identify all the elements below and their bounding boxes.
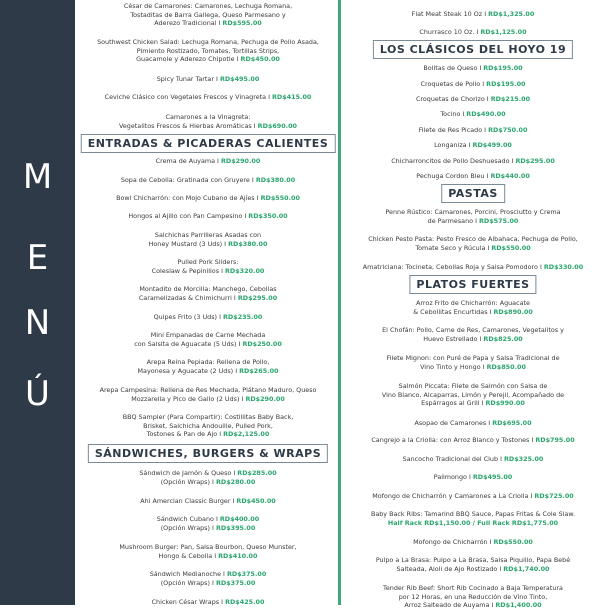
section-title-entradas: ENTRADAS & PICADERAS CALIENTES (81, 134, 336, 153)
menu-item (345, 382, 601, 408)
menu-item-text: Sancocho Tradicional del Club I RD$325.00 (402, 455, 544, 463)
menu-item (345, 10, 601, 19)
menu-item-text: Chicken Pesto Pasta: Pesto Fresco de Albahaca, Pechuga de Pollo, (368, 235, 578, 243)
menu-item-text: Flat Meat Steak 10 Oz I RD$1,325.00 (411, 10, 535, 18)
menu-item (345, 326, 601, 343)
menu-item (345, 80, 601, 89)
menu-item-text: Hongo & Cebolla I RD$410.00 (158, 551, 258, 560)
menu-item-price: RD$280.00 (215, 477, 256, 486)
menu-item-text: Bolitas de Queso I RD$195.00 (423, 64, 523, 72)
menu-item (345, 157, 601, 166)
menu-item-price: RD$400.00 (219, 515, 260, 523)
menu-item-text: Brisket, Salchicha Andouille, Pulled Pork, (143, 421, 273, 430)
menu-item-text: Pulled Pork Sliders: (177, 258, 239, 266)
menu-item-price: RD$375.00 (226, 570, 267, 578)
menu-item-text: Crema de Auyama I RD$290.00 (155, 157, 261, 165)
menu-item-price: RD$725.00 (534, 492, 574, 500)
menu-item-price: RD$850.00 (486, 362, 526, 371)
menu-item (345, 263, 601, 272)
menu-item-price: RD$235.00 (223, 313, 263, 321)
menu-item (345, 172, 601, 181)
menu-item (82, 157, 334, 166)
menu-item-price: RD$795.00 (535, 436, 575, 444)
menu-item-price: RD$495.00 (219, 75, 260, 83)
menu-item-price: RD$215.00 (490, 95, 531, 103)
menu-item-text: Coleslaw & Pepinillos I RD$320.00 (151, 266, 265, 275)
menu-item (345, 354, 601, 371)
menu-item-price: RD$415.00 (272, 93, 312, 101)
menu-item-text: Sopa de Cebolla: Gratinada con Gruyere I RD$380.00 (120, 176, 296, 184)
menu-item-price: RD$295.00 (515, 157, 555, 165)
menu-item-text: Mini Empanadas de Carne Mechada (150, 331, 266, 339)
menu-item (345, 473, 601, 482)
menu-item (82, 285, 334, 302)
menu-item-price: RD$1,325.00 (488, 10, 535, 18)
menu-item-price: RD$330.00 (543, 263, 584, 271)
menu-item (345, 538, 601, 547)
menu-item-price: RD$380.00 (228, 239, 268, 248)
menu-item-text: con Salsita de Aguacate (5 Uds) I RD$250.00 (134, 339, 282, 348)
menu-item-text: César de Camarones: Camarones, Lechuga Romana, (123, 2, 293, 10)
menu-item-text: Pechuga Cordon Bleu I RD$440.00 (416, 172, 530, 180)
menu-item-text: Arepa Reina Pepiada: Rellena de Pollo, (146, 358, 270, 366)
menu-item (82, 515, 334, 532)
menu-item-text: Croquetas de Pollo I RD$195.00 (420, 80, 526, 88)
menu-item-text: Honey Mustard (3 Uds) I RD$380.00 (148, 239, 268, 248)
menu-item-text: Amatriciana: Tocineta, Cebollas Roja y Salsa Pomodoro I RD$330.00 (362, 263, 584, 271)
menu-item-text: Longaniza I RD$499.00 (434, 141, 512, 149)
menu-item-text: Espárragos al Grill I RD$990.00 (421, 399, 525, 408)
menu-item-price: RD$1,740.00 (503, 564, 550, 573)
menu-item-text: Sándwich de Jamón & Queso I RD$285.00 (139, 469, 277, 477)
menu-item (82, 386, 334, 403)
menu-item (82, 413, 334, 439)
menu-item-text: Penne Rústico: Camarones, Porcini, Prosciutto y Crema (385, 208, 561, 216)
menu-item-price: RD$825.00 (483, 334, 523, 343)
menu-item-text: Ahi Amercian Classic Burger I RD$450.00 (140, 497, 276, 505)
menu-item-price: RD$395.00 (215, 523, 256, 532)
menu-item-text: Southwest Chicken Salad: Lechuga Romana, Pechuga de Pollo Asada, (97, 38, 319, 46)
menu-item-text: Huevo Estrellado I RD$825.00 (423, 334, 523, 343)
menu-item (82, 598, 334, 607)
menu-item-text: (Opción Wraps) I RD$280.00 (160, 477, 256, 486)
menu-item-text: Salteada, Aioli de Ajo Rostizado I RD$1,740.00 (396, 564, 550, 573)
menu-item-text: Bowl Chicharrón: con Mojo Cubano de Ajíes I RD$550.00 (116, 194, 300, 202)
section-title-clasicos: LOS CLÁSICOS DEL HOYO 19 (373, 40, 573, 59)
menu-item (345, 299, 601, 316)
menu-item-price: RD$1,400.00 (495, 601, 542, 610)
menu-item (82, 212, 334, 221)
menu-item-text: Palimongo I RD$495.00 (433, 473, 513, 481)
menu-item-price: RD$440.00 (490, 172, 530, 180)
menu-item (82, 93, 334, 102)
menu-item-text: Aderezo Tradicional I RD$595.00 (154, 19, 262, 28)
menu-item-price: RD$265.00 (239, 366, 279, 375)
menu-item-text: Tostones & Pan de Ajo I RD$2,125.00 (146, 430, 270, 439)
menu-item-price: RD$750.00 (488, 126, 528, 134)
menu-item-text: Chicharroncitos de Pollo Deshuesado I RD$295.00 (391, 157, 555, 165)
menu-item-price: RD$375.00 (215, 578, 256, 587)
menu-item-text: Tender Rib Beef: Short Rib Cocinado a Baja Temperatura (383, 584, 563, 592)
menu-item-text: Tostaditas de Barra Gallega, Queso Parmesano y (130, 10, 286, 19)
menu-item-price: RD$890.00 (493, 307, 533, 316)
menu-item-price: RD$290.00 (245, 394, 285, 403)
menu-letter: M (22, 157, 53, 197)
menu-item-text: El Chofán: Pollo, Carne de Res, Camarones, Vegetalitos y (382, 326, 564, 334)
menu-item (345, 419, 601, 428)
menu-item-text: Tomate Seco y Rúcula I RD$550.00 (415, 243, 531, 252)
menu-item-text: (Opción Wraps) I RD$375.00 (160, 578, 256, 587)
menu-item (82, 543, 334, 560)
menu-item (345, 95, 601, 104)
menu-item (345, 455, 601, 464)
menu-item (345, 510, 601, 527)
menu-item-text: Filete Mignon: con Puré de Papa y Salsa Tradicional de (386, 354, 560, 362)
menu-item-price: RD$550.00 (491, 243, 531, 252)
menu-item-price: RD$380.00 (255, 176, 296, 184)
menu-item-price: RD$695.00 (492, 419, 532, 427)
menu-item-text: Montadito de Morcilla: Manchego, Cebollas (139, 285, 277, 293)
menu-item-text: Arepa Campesina: Rellena de Res Mechada, Plátano Maduro, Queso (99, 386, 317, 394)
menu-letter: Ú (25, 374, 50, 414)
menu-item-text: Spicy Tunar Tartar I RD$495.00 (156, 75, 260, 83)
menu-item (82, 75, 334, 84)
menu-item-price: RD$450.00 (236, 497, 276, 505)
menu-item-text: Churrasco 10 Oz. I RD$1,125.00 (419, 28, 527, 36)
menu-item-text: Croquetas de Chorizo I RD$215.00 (415, 95, 531, 103)
menu-item (345, 556, 601, 573)
menu-letter: E (26, 238, 49, 278)
menu-item-price: RD$285.00 (237, 469, 277, 477)
menu-item (345, 492, 601, 501)
menu-item (345, 64, 601, 73)
menu-item-text: Vegetalitos Frescos & Hierbas Aromáticas I RD$690.00 (118, 121, 298, 130)
menu-item-price: RD$290.00 (220, 157, 261, 165)
menu-item-price: RD$410.00 (218, 551, 258, 560)
menu-item-price: RD$550.00 (260, 194, 300, 202)
menu-item (345, 208, 601, 225)
menu-item-price: RD$250.00 (242, 339, 282, 348)
menu-item-price: RD$1,125.00 (480, 28, 527, 36)
menu-item (345, 28, 601, 37)
right-column (345, 0, 601, 610)
menu-item-price: RD$325.00 (504, 455, 544, 463)
menu-item (82, 358, 334, 375)
menu-item-text: Mofongo de Chicharrón I RD$550.00 (413, 538, 533, 546)
menu-item (82, 2, 334, 28)
menu-item-text: Mofongo de Chicharrón y Camarones a La Criolla I RD$725.00 (372, 492, 574, 500)
menu-item-price: RD$350.00 (248, 212, 288, 220)
menu-item-text: Filete de Res Picado I RD$750.00 (418, 126, 528, 134)
menu-item-text: & Cebollitas Encurtidas I RD$890.00 (413, 307, 533, 316)
menu-letter: N (24, 303, 51, 343)
menu-item-text: Arroz Frito de Chicharrón: Aguacate (416, 299, 530, 307)
menu-item-price: Half Rack RD$1,150.00 / Full Rack RD$1,775.00 (387, 518, 559, 527)
menu-item-text: Salchichas Parrilleras Asadas con (154, 231, 262, 239)
menu-item-text: Sándwich Cubano I RD$400.00 (156, 515, 260, 523)
menu-item (82, 570, 334, 587)
menu-item-price: RD$195.00 (483, 64, 523, 72)
menu-item-text: Quipes Frito (3 Uds) I RD$235.00 (153, 313, 263, 321)
menu-item-price: RD$575.00 (479, 216, 519, 225)
menu-item (82, 176, 334, 185)
menu-item (345, 141, 601, 150)
menu-item-text: Hongos al Ajillo con Pan Campesino I RD$350.00 (128, 212, 288, 220)
menu-item (345, 235, 601, 252)
menu-item-price: RD$490.00 (466, 110, 506, 118)
menu-item (82, 313, 334, 322)
menu-item-price: RD$495.00 (472, 473, 513, 481)
section-title-sandwiches: SÁNDWICHES, BURGERS & WRAPS (88, 444, 328, 463)
menu-item (82, 38, 334, 64)
menu-item-text: BBQ Sampler (Para Compartir): Costillitas Baby Back, (122, 413, 294, 421)
menu-item (82, 194, 334, 203)
menu-item-text: Guacamole y Aderezo Chipotle I RD$450.00 (136, 55, 280, 64)
menu-item-price: RD$499.00 (472, 141, 512, 149)
menu-item-text: Salmón Piccata: Filete de Salmón con Salsa de (398, 382, 548, 390)
menu-item-text: Camarones a la Vinagreta: (165, 113, 251, 121)
menu-item-price: RD$550.00 (493, 538, 533, 546)
menu-item-text: de Parmesano I RD$575.00 (427, 216, 519, 225)
menu-item (82, 231, 334, 248)
menu-item-price: RD$195.00 (486, 80, 526, 88)
menu-item (82, 331, 334, 348)
menu-item-text: Asopao de Camarones I RD$695.00 (414, 419, 532, 427)
left-column (82, 0, 334, 605)
menu-item-price: RD$595.00 (222, 19, 262, 28)
menu-item (82, 497, 334, 506)
menu-item-price: RD$450.00 (240, 55, 280, 64)
menu-item-price: RD$295.00 (237, 293, 278, 302)
menu-item (82, 113, 334, 130)
menu-item-text: Arroz Salteado de Auyama I RD$1,400.00 (404, 601, 542, 610)
menu-item (82, 469, 334, 486)
menu-item-text: por 12 Horas, en una Reducción de Vino Tinto, (398, 592, 548, 601)
menu-item-text: Pimiento Rostizado, Tomates, Tortillas Strips, (136, 46, 280, 55)
menu-item-text: Mozzarella y Pico de Gallo (2 Uds) I RD$290.00 (131, 394, 285, 403)
menu-item-price: RD$2,125.00 (223, 430, 270, 439)
menu-item (82, 258, 334, 275)
menu-sidebar (0, 0, 75, 605)
menu-item-text: Mayonesa y Aguacate (2 Uds) I RD$265.00 (137, 366, 279, 375)
menu-item-text: Pulpo a La Brasa: Pulpo a La Brasa, Salsa Piquillo, Papa Bebé (375, 556, 571, 564)
menu-item-text: Chicken César Wraps I RD$425.00 (151, 598, 265, 606)
menu-item-price: RD$425.00 (225, 598, 265, 606)
menu-item-price: RD$690.00 (257, 121, 298, 130)
menu-item-text: Vino Tinto y Hongo I RD$850.00 (420, 362, 526, 371)
menu-item-text: Caramelizadas & Chimichurri I RD$295.00 (138, 293, 278, 302)
menu-item (345, 110, 601, 119)
menu-item-price: RD$320.00 (225, 266, 265, 275)
menu-item-text: Mushroom Burger: Pan, Salsa Bourbon, Queso Munster, (119, 543, 297, 551)
menu-item (345, 126, 601, 135)
menu-item (345, 436, 601, 445)
menu-item-text: Ceviche Clásico con Vegetales Frescos y Vinagreta I RD$415.00 (104, 93, 312, 101)
menu-item (345, 584, 601, 610)
menu-item-text: (Opción Wraps) I RD$395.00 (160, 523, 256, 532)
section-title-platos: PLATOS FUERTES (409, 275, 536, 294)
section-title-pastas: PASTAS (441, 184, 505, 203)
menu-item-price: RD$990.00 (485, 399, 525, 408)
menu-item-text: Vino Blanco, Alcaparras, Limón y Perejil, Acompañado de (381, 390, 565, 399)
menu-item-text: Baby Back Ribs: Tamarind BBQ Sauce, Papas Fritas & Cole Slaw. (370, 510, 576, 518)
menu-item-text: Sándwich Medianoche I RD$375.00 (149, 570, 267, 578)
menu-item-text: Cangrejo a la Criolla: con Arroz Blanco y Tostones I RD$795.00 (371, 436, 575, 444)
column-divider (338, 0, 341, 605)
menu-item-text: Tocino I RD$490.00 (440, 110, 506, 118)
